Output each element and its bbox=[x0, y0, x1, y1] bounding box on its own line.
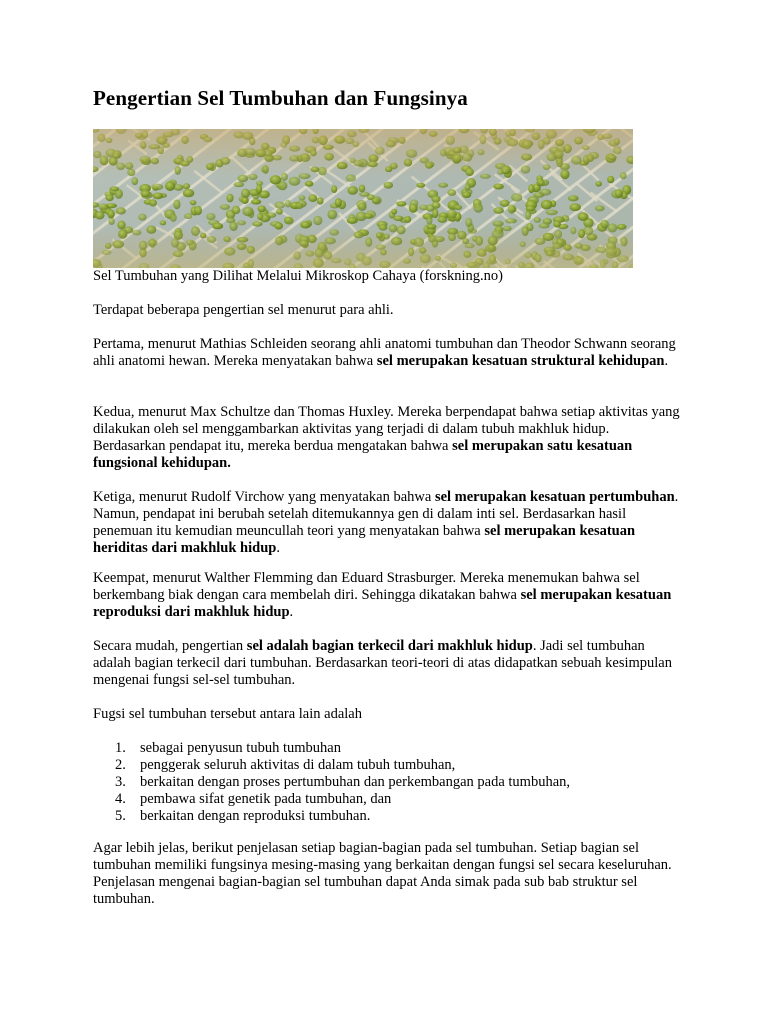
closing-paragraph: Agar lebih jelas, berikut penjelasan setiap bagian-bagian pada sel tumbuhan. Setiap bagian sel tumbuhan memiliki fungsinya mesing-masing yang berkaitan dengan fungsi sel secara keseluruhan. Penjelasan mengenai bagian-bagian sel tumbuhan dapat Anda simak pada sub bab struktur sel tumbuhan. bbox=[93, 840, 672, 907]
paragraph-first: Pertama, menurut Mathias Schleiden seorang ahli anatomi tumbuhan dan Theodor Schwann seorang ahli anatomi hewan. Mereka menyatakan bahwa sel merupakan kesatuan struktural kehidupan. bbox=[93, 336, 676, 369]
bold-definition: sel merupakan kesatuan reproduksi dari makhluk hidup bbox=[93, 587, 672, 620]
list-item: 4. pembawa sifat genetik pada tumbuhan, dan bbox=[115, 791, 392, 807]
paragraph-second: Kedua, menurut Max Schultze dan Thomas Huxley. Mereka berpendapat bahwa setiap aktivitas yang dilakukan oleh sel menggambarkan aktivitas yang terjadi di dalam tubuh makhluk hidup. Berdasarkan pendapat itu, mereka berdua mengatakan bahwa sel merupakan satu kesatuan fungsional kehidupan. bbox=[93, 404, 680, 471]
list-intro: Fugsi sel tumbuhan tersebut antara lain adalah bbox=[93, 706, 362, 722]
photo-caption: Sel Tumbuhan yang Dilihat Melalui Mikroskop Cahaya (forskning.no) bbox=[93, 268, 503, 284]
paragraph-fourth: Keempat, menurut Walther Flemming dan Eduard Strasburger. Mereka menemukan bahwa sel berkembang biak dengan cara membelah diri. Sehingga dikatakan bahwa sel merupakan kesatuan reproduksi dari makhluk hidup. bbox=[93, 570, 672, 620]
function-list bbox=[93, 740, 693, 825]
bold-definition: sel merupakan kesatuan struktural kehidupan bbox=[376, 353, 665, 369]
paragraph-third: Ketiga, menurut Rudolf Virchow yang menyatakan bahwa sel merupakan kesatuan pertumbuhan. Namun, pendapat ini berubah setelah ditemukannya gen di dalam inti sel. Berdasarkan hasil penemuan itu kemudian meuncullah teori yang menyatakan bahwa sel merupakan kesatuan heriditas dari makhluk hidup. bbox=[93, 489, 679, 556]
bold-definition: sel merupakan kesatuan heriditas dari makhluk hidup bbox=[93, 523, 636, 556]
bold-definition: sel adalah bagian terkecil dari makhluk hidup bbox=[246, 638, 533, 654]
list-item: 5. berkaitan dengan reproduksi tumbuhan. bbox=[115, 808, 371, 824]
bold-definition: sel merupakan kesatuan pertumbuhan bbox=[434, 489, 675, 505]
paragraph-fifth: Secara mudah, pengertian sel adalah bagian terkecil dari makhluk hidup. Jadi sel tumbuhan adalah bagian terkecil dari tumbuhan. Berdasarkan teori-teori di atas didapatkan sebuah kesimpulan mengenai fungsi sel-sel tumbuhan. bbox=[93, 638, 672, 688]
page-title: Pengertian Sel Tumbuhan dan Fungsinya bbox=[93, 86, 468, 110]
intro-paragraph: Terdapat beberapa pengertian sel menurut para ahli. bbox=[93, 302, 394, 318]
list-item: 3. berkaitan dengan proses pertumbuhan dan perkembangan pada tumbuhan, bbox=[115, 774, 571, 790]
list-item: 2. penggerak seluruh aktivitas di dalam tubuh tumbuhan, bbox=[115, 757, 456, 773]
list-item: 1. sebagai penyusun tubuh tumbuhan bbox=[115, 740, 341, 756]
plant-cell-microscope-photo bbox=[93, 129, 633, 268]
bold-definition: sel merupakan satu kesatuan fungsional kehidupan. bbox=[93, 438, 633, 471]
